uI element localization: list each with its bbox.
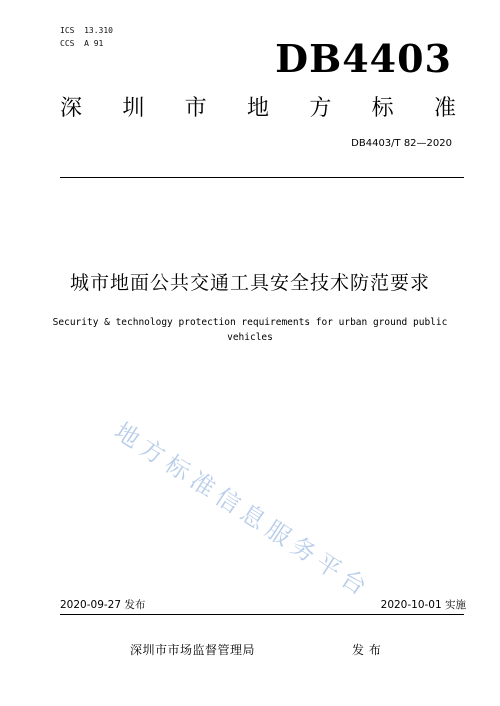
watermark: 地方标准信息服务平台 <box>109 417 377 604</box>
ccs-code: CCS A 91 <box>60 39 104 48</box>
english-title-line: vehicles <box>227 332 273 343</box>
standard-type-char: 方 <box>309 96 332 121</box>
standard-type-char: 标 <box>371 96 394 121</box>
issuing-authority: 深圳市市场监督管理局 <box>130 643 256 657</box>
issued-label: 发 布 <box>352 643 382 657</box>
standard-type-char: 地 <box>246 96 269 121</box>
bottom-divider <box>60 614 464 615</box>
ics-code: ICS 13.310 <box>60 26 113 35</box>
standard-number: DB4403/T 82—2020 <box>351 138 452 149</box>
top-divider <box>60 177 464 178</box>
standard-type-char: 深 <box>60 96 83 121</box>
standard-type-heading <box>60 95 456 123</box>
standard-type-char: 准 <box>433 96 456 121</box>
implementation-date: 2020-10-01 实施 <box>380 599 466 611</box>
chinese-title: 城市地面公共交通工具安全技术防范要求 <box>69 272 430 294</box>
english-title-line: Security & technology protection requirements for urban ground public <box>52 317 448 328</box>
english-title <box>40 315 460 345</box>
standard-type-char: 市 <box>184 96 207 121</box>
standard-mark: DB4403 <box>275 36 452 81</box>
standard-type-char: 圳 <box>122 96 145 121</box>
issue-date: 2020-09-27 发布 <box>60 599 146 611</box>
classification-codes <box>60 24 113 50</box>
